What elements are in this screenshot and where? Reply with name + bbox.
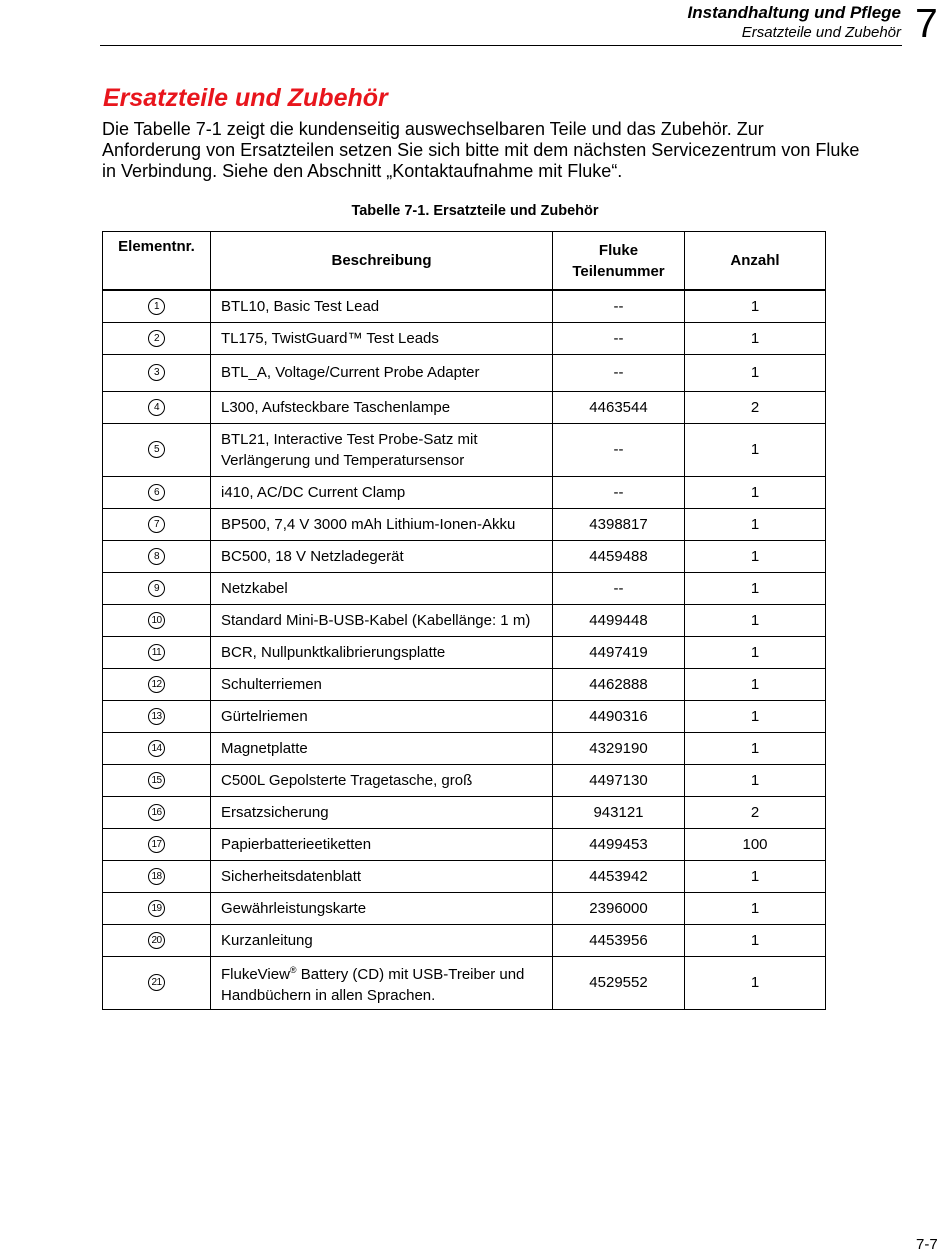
quantity-cell: 2	[685, 796, 826, 828]
table-row	[103, 604, 826, 636]
table-row	[103, 322, 826, 354]
chapter-title: Instandhaltung und Pflege	[687, 3, 901, 22]
part-number-cell: 4462888	[553, 668, 685, 700]
quantity-cell: 1	[685, 892, 826, 924]
item-number-cell	[103, 636, 211, 668]
item-number-badge: 13	[148, 708, 165, 725]
item-number-cell	[103, 700, 211, 732]
table-row	[103, 540, 826, 572]
part-number-cell: 4490316	[553, 700, 685, 732]
part-number-cell: --	[553, 572, 685, 604]
item-number-badge: 2	[148, 330, 165, 347]
item-number-badge: 18	[148, 868, 165, 885]
item-number-cell	[103, 572, 211, 604]
item-number-badge: 7	[148, 516, 165, 533]
part-number-cell: --	[553, 476, 685, 508]
item-number-cell	[103, 764, 211, 796]
table-row	[103, 290, 826, 322]
item-number-badge: 21	[148, 974, 165, 991]
quantity-cell: 1	[685, 572, 826, 604]
description-cell: Sicherheitsdatenblatt	[211, 860, 553, 892]
quantity-cell: 1	[685, 956, 826, 1009]
description-cell: Gürtelriemen	[211, 700, 553, 732]
description-cell: C500L Gepolsterte Tragetasche, groß	[211, 764, 553, 796]
item-number-badge: 11	[148, 644, 165, 661]
header-divider	[100, 45, 902, 46]
quantity-cell: 1	[685, 290, 826, 322]
description-cell: L300, Aufsteckbare Taschenlampe	[211, 391, 553, 423]
item-number-badge: 12	[148, 676, 165, 693]
table-row	[103, 860, 826, 892]
table-row	[103, 508, 826, 540]
part-number-cell: 4529552	[553, 956, 685, 1009]
part-number-cell: 4453956	[553, 924, 685, 956]
table-row	[103, 476, 826, 508]
parts-table-body	[103, 290, 826, 1009]
registered-trademark-mark: ®	[289, 964, 297, 975]
table-caption: Tabelle 7-1. Ersatzteile und Zubehör	[351, 203, 599, 219]
part-number-cell: --	[553, 423, 685, 476]
part-number-cell: --	[553, 290, 685, 322]
description-cell: BP500, 7,4 V 3000 mAh Lithium-Ionen-Akku	[211, 508, 553, 540]
quantity-cell: 1	[685, 860, 826, 892]
page-number: 7-7	[916, 1236, 938, 1253]
part-number-cell: 4329190	[553, 732, 685, 764]
item-number-badge: 17	[148, 836, 165, 853]
description-cell: Kurzanleitung	[211, 924, 553, 956]
column-header-description: Beschreibung	[211, 232, 553, 291]
quantity-cell: 1	[685, 508, 826, 540]
item-number-cell	[103, 476, 211, 508]
section-title: Ersatzteile und Zubehör	[103, 84, 388, 112]
description-cell: Netzkabel	[211, 572, 553, 604]
item-number-cell	[103, 322, 211, 354]
part-number-cell: --	[553, 322, 685, 354]
description-cell: TL175, TwistGuard™ Test Leads	[211, 322, 553, 354]
table-row	[103, 391, 826, 423]
description-cell: Ersatzsicherung	[211, 796, 553, 828]
description-cell: BCR, Nullpunktkalibrierungsplatte	[211, 636, 553, 668]
part-number-cell: 4459488	[553, 540, 685, 572]
table-row	[103, 764, 826, 796]
table-row	[103, 956, 826, 1009]
table-header-row	[103, 232, 826, 291]
description-cell: BC500, 18 V Netzladegerät	[211, 540, 553, 572]
description-cell: Standard Mini-B-USB-Kabel (Kabellänge: 1 m)	[211, 604, 553, 636]
item-number-cell	[103, 860, 211, 892]
item-number-cell	[103, 423, 211, 476]
intro-paragraph: Die Tabelle 7-1 zeigt die kundenseitig auswechselbaren Teile und das Zubehör. Zur Anforderung von Ersatzteilen setzen Sie sich bitte mit dem nächsten Servicezentrum von Fluke in Verbindung. Siehe den Abschnitt „Kontaktaufnahme mit Fluke“.	[102, 119, 860, 181]
description-cell: Schulterriemen	[211, 668, 553, 700]
description-product-name: FlukeView	[221, 965, 290, 983]
item-number-badge: 5	[148, 441, 165, 458]
quantity-cell: 1	[685, 322, 826, 354]
item-number-cell	[103, 828, 211, 860]
description-text: Battery (CD) mit USB-Treiber und	[296, 965, 525, 983]
item-number-cell	[103, 508, 211, 540]
part-number-cell: --	[553, 354, 685, 391]
chapter-number: 7	[915, 0, 938, 46]
part-number-cell: 943121	[553, 796, 685, 828]
quantity-cell: 1	[685, 700, 826, 732]
quantity-cell: 1	[685, 764, 826, 796]
table-row	[103, 354, 826, 391]
column-header-quantity: Anzahl	[685, 232, 826, 291]
item-number-badge: 1	[148, 298, 165, 315]
description-cell: BTL21, Interactive Test Probe-Satz mit Verlängerung und Temperatursensor	[211, 423, 553, 476]
item-number-cell	[103, 391, 211, 423]
description-cell: BTL10, Basic Test Lead	[211, 290, 553, 322]
item-number-cell	[103, 354, 211, 391]
part-number-cell: 4398817	[553, 508, 685, 540]
item-number-cell	[103, 892, 211, 924]
chapter-subtitle: Ersatzteile und Zubehör	[741, 24, 901, 41]
quantity-cell: 1	[685, 354, 826, 391]
item-number-cell	[103, 540, 211, 572]
table-row	[103, 732, 826, 764]
part-number-cell: 4497419	[553, 636, 685, 668]
quantity-cell: 1	[685, 924, 826, 956]
part-number-cell: 4499453	[553, 828, 685, 860]
item-number-cell	[103, 956, 211, 1009]
description-cell: BTL_A, Voltage/Current Probe Adapter	[211, 354, 553, 391]
description-cell: Papierbatterieetiketten	[211, 828, 553, 860]
item-number-badge: 8	[148, 548, 165, 565]
column-header-part-number-line1: Fluke	[598, 241, 639, 259]
table-row	[103, 423, 826, 476]
table-row	[103, 700, 826, 732]
part-number-cell: 2396000	[553, 892, 685, 924]
table-row	[103, 892, 826, 924]
part-number-cell: 4499448	[553, 604, 685, 636]
item-number-badge: 20	[148, 932, 165, 949]
quantity-cell: 1	[685, 732, 826, 764]
quantity-cell: 1	[685, 604, 826, 636]
quantity-cell: 1	[685, 540, 826, 572]
quantity-cell: 1	[685, 668, 826, 700]
quantity-cell: 1	[685, 476, 826, 508]
description-cell: Gewährleistungskarte	[211, 892, 553, 924]
table-row	[103, 572, 826, 604]
item-number-cell	[103, 290, 211, 322]
quantity-cell: 1	[685, 423, 826, 476]
quantity-cell: 2	[685, 391, 826, 423]
item-number-badge: 19	[148, 900, 165, 917]
table-row	[103, 796, 826, 828]
part-number-cell: 4453942	[553, 860, 685, 892]
table-row	[103, 668, 826, 700]
column-header-item: Elementnr.	[103, 232, 211, 291]
item-number-cell	[103, 668, 211, 700]
item-number-badge: 15	[148, 772, 165, 789]
parts-table	[102, 231, 826, 1010]
description-cell: Magnetplatte	[211, 732, 553, 764]
item-number-badge: 16	[148, 804, 165, 821]
quantity-cell: 1	[685, 636, 826, 668]
item-number-cell	[103, 796, 211, 828]
table-row	[103, 828, 826, 860]
quantity-cell: 100	[685, 828, 826, 860]
table-row	[103, 924, 826, 956]
item-number-cell	[103, 924, 211, 956]
description-cell	[211, 956, 553, 1009]
part-number-cell: 4463544	[553, 391, 685, 423]
item-number-badge: 4	[148, 399, 165, 416]
item-number-badge: 3	[148, 364, 165, 381]
item-number-badge: 14	[148, 740, 165, 757]
item-number-cell	[103, 732, 211, 764]
column-header-part-number	[553, 232, 685, 291]
item-number-badge: 9	[148, 580, 165, 597]
item-number-badge: 6	[148, 484, 165, 501]
column-header-part-number-line2: Teilenummer	[572, 262, 665, 280]
description-text-line2: Handbüchern in allen Sprachen.	[221, 986, 436, 1004]
table-row	[103, 636, 826, 668]
item-number-cell	[103, 604, 211, 636]
item-number-badge: 10	[148, 612, 165, 629]
description-cell: i410, AC/DC Current Clamp	[211, 476, 553, 508]
part-number-cell: 4497130	[553, 764, 685, 796]
